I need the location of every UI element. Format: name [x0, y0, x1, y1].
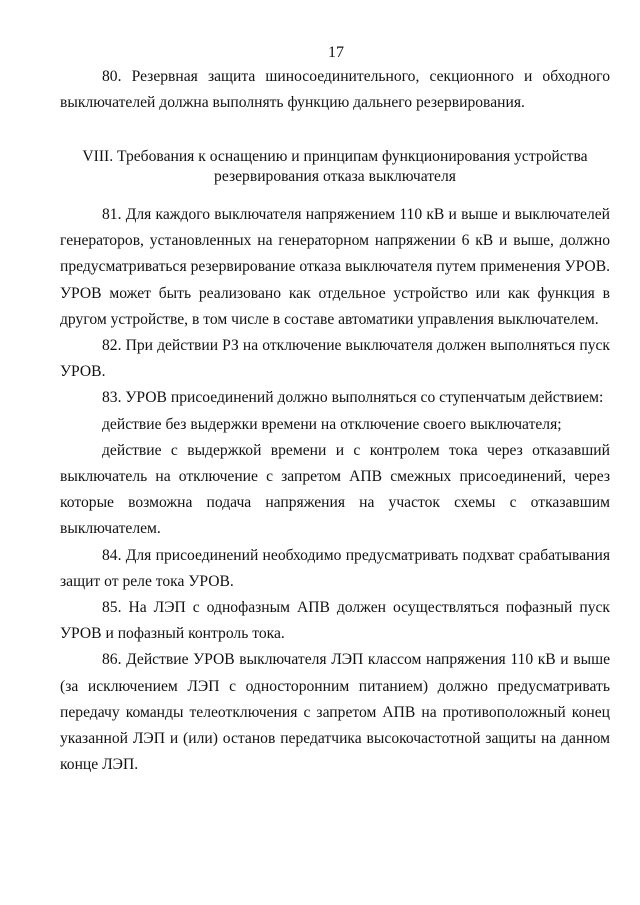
section-heading	[60, 147, 610, 187]
paragraph-82: 82. При действии РЗ на отключение выключателя должен выполняться пуск УРОВ.	[60, 337, 610, 381]
paragraph-84: 84. Для присоединений необходимо предусматривать подхват срабатывания защит от реле тока УРОВ.	[60, 546, 610, 590]
page-number: 17	[328, 44, 344, 61]
text-block-main	[60, 202, 610, 778]
paragraph-85: 85. На ЛЭП с однофазным АПВ должен осуществляться пофазный пуск УРОВ и пофазный контроль тока.	[60, 599, 610, 643]
paragraph-83: 83. УРОВ присоединений должно выполняться со ступенчатым действием:	[102, 389, 604, 407]
paragraph-86: 86. Действие УРОВ выключателя ЛЭП классом напряжения 110 кВ и выше (за исключением ЛЭП с односторонним питанием) должно предусматривать передачу команды телеотключения с запретом АПВ на противоположный конец указанной ЛЭП и (или) останов передатчика высокочастотной защиты на данном конце ЛЭП.	[60, 651, 610, 774]
section-heading-line-1: VIII. Требования к оснащению и принципам функционирования устройства	[82, 148, 588, 165]
paragraph-81: 81. Для каждого выключателя напряжением 110 кВ и выше и выключателей генераторов, установленных на генераторном напряжении 6 кВ и выше, должно предусматриваться резервирование отказа выключателя путем применения УРОВ. УРОВ может быть реализовано как отдельное устройство или как функция в другом устройстве, в том числе в составе автоматики управления выключателем.	[60, 206, 610, 328]
text-block-top	[60, 64, 610, 116]
paragraph-83-item-1: действие без выдержки времени на отключение своего выключателя;	[102, 415, 562, 433]
section-heading-line-2: резервирования отказа выключателя	[214, 168, 456, 185]
paragraph-83-item-2: действие с выдержкой времени и с контролем тока через отказавший выключатель на отключение с запретом АПВ смежных присоединений, через которые возможна подача напряжения на участок схемы с отказавшим выключателем.	[60, 441, 610, 538]
paragraph-80: 80. Резервная защита шиносоединительного, секционного и обходного выключателей должна выполнять функцию дальнего резервирования.	[60, 68, 610, 112]
